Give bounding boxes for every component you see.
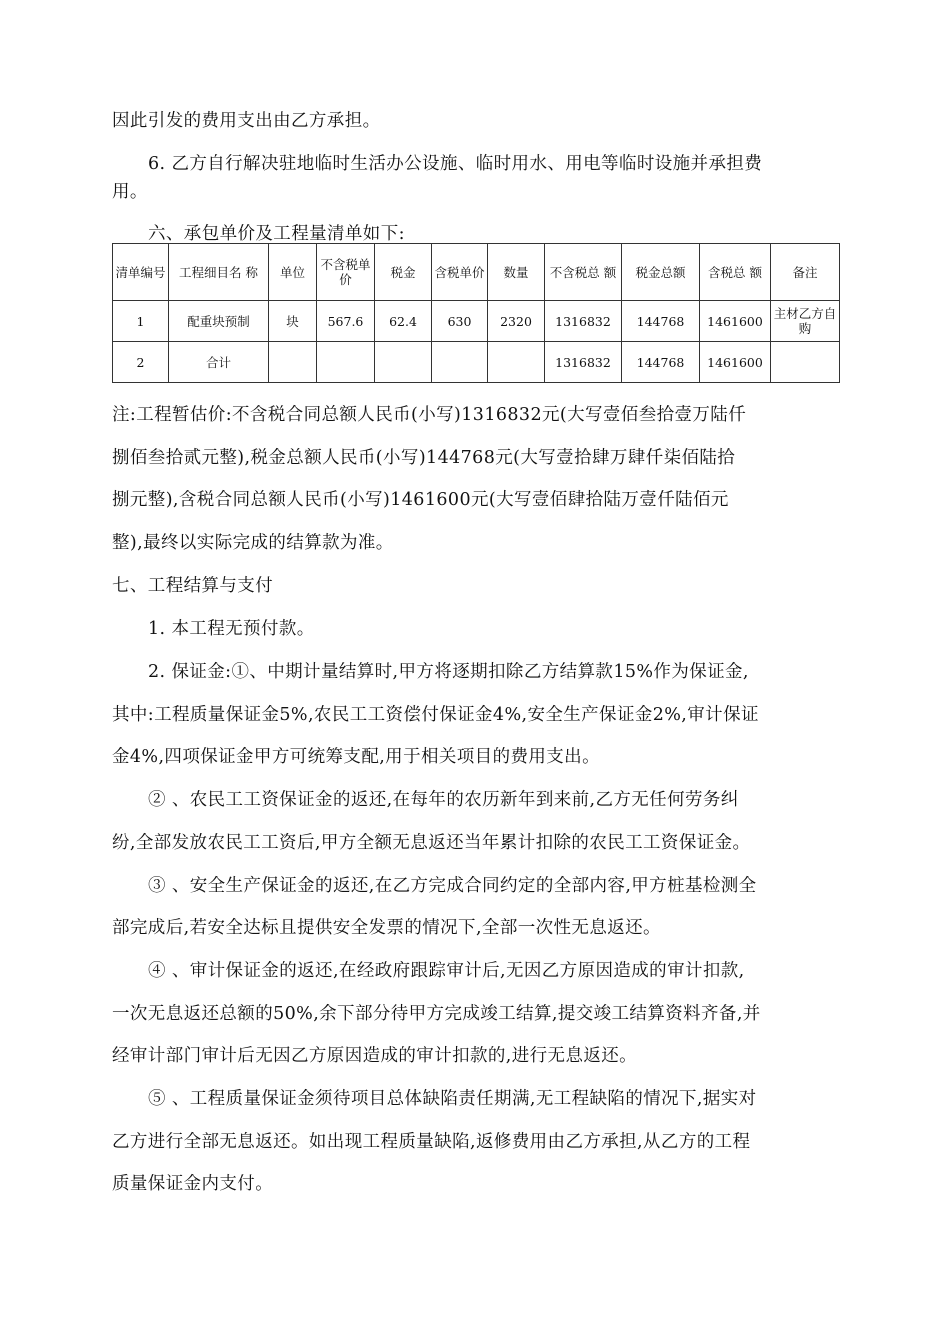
table-cell (771, 342, 840, 383)
paragraph-line: 质量保证金内支付。 (112, 1174, 274, 1194)
table-cell (488, 342, 545, 383)
paragraph-line: 用。 (112, 182, 148, 202)
table-cell: 1461600 (700, 301, 771, 342)
table-cell: 630 (432, 301, 488, 342)
table-cell: 1461600 (700, 342, 771, 383)
table-cell: 合计 (169, 342, 269, 383)
table-row (113, 301, 840, 342)
table-cell: 配重块预制 (169, 301, 269, 342)
header-cell: 不含税单 价 (317, 244, 375, 301)
table-cell: 1316832 (545, 301, 622, 342)
header-cell: 含税总 额 (700, 244, 771, 301)
paragraph-line: 其中:工程质量保证金5%,农民工工资偿付保证金4%,安全生产保证金2%,审计保证 (112, 705, 759, 725)
table-header-row (113, 244, 840, 301)
header-cell: 含税单价 (432, 244, 488, 301)
paragraph-line: ⑤ 、工程质量保证金须待项目总体缺陷责任期满,无工程缺陷的情况下,据实对 (148, 1089, 757, 1109)
paragraph-line: 6. 乙方自行解决驻地临时生活办公设施、临时用水、用电等临时设施并承担费 (148, 154, 763, 174)
header-cell: 数量 (488, 244, 545, 301)
paragraph-line: ② 、农民工工资保证金的返还,在每年的农历新年到来前,乙方无任何劳务纠 (148, 790, 739, 810)
table-cell: 主材乙方自购 (771, 301, 840, 342)
table-cell: 1 (113, 301, 169, 342)
paragraph-line: 因此引发的费用支出由乙方承担。 (112, 111, 381, 131)
header-cell: 工程细目名 称 (169, 244, 269, 301)
header-cell: 税金总额 (622, 244, 700, 301)
header-cell: 不含税总 额 (545, 244, 622, 301)
quantity-table (112, 243, 840, 383)
header-cell: 备注 (771, 244, 840, 301)
paragraph-line: 部完成后,若安全达标且提供安全发票的情况下,全部一次性无息返还。 (112, 918, 661, 938)
header-cell: 单位 (269, 244, 317, 301)
paragraph-line: 经审计部门审计后无因乙方原因造成的审计扣款的,进行无息返还。 (112, 1046, 638, 1066)
paragraph-line: ③ 、安全生产保证金的返还,在乙方完成合同约定的全部内容,甲方桩基检测全 (148, 876, 757, 896)
table-cell (269, 342, 317, 383)
table-cell: 62.4 (375, 301, 432, 342)
section-heading-7: 七、工程结算与支付 (112, 576, 274, 596)
table-cell: 144768 (622, 342, 700, 383)
table-cell: 1316832 (545, 342, 622, 383)
paragraph-line: 乙方进行全部无息返还。如出现工程质量缺陷,返修费用由乙方承担,从乙方的工程 (112, 1132, 751, 1152)
table-cell (317, 342, 375, 383)
table-total-row (113, 342, 840, 383)
section-heading-6: 六、承包单价及工程量清单如下: (148, 224, 405, 244)
note-line: 捌元整),含税合同总额人民币(小写)1461600元(大写壹佰肆拾陆万壹仟陆佰元 (112, 490, 729, 510)
table-cell: 块 (269, 301, 317, 342)
table-cell: 567.6 (317, 301, 375, 342)
table-cell (375, 342, 432, 383)
header-cell: 清单编号 (113, 244, 169, 301)
note-line: 整),最终以实际完成的结算款为准。 (112, 533, 394, 553)
paragraph-line: 2. 保证金:①、中期计量结算时,甲方将逐期扣除乙方结算款15%作为保证金, (148, 662, 749, 682)
table-cell (432, 342, 488, 383)
note-line: 注:工程暂估价:不含税合同总额人民币(小写)1316832元(大写壹佰叁拾壹万陆仟 (112, 405, 747, 425)
note-line: 捌佰叁拾贰元整),税金总额人民币(小写)144768元(大写壹拾肆万肆仟柒佰陆拾 (112, 448, 736, 468)
paragraph-line: 金4%,四项保证金甲方可统筹支配,用于相关项目的费用支出。 (112, 747, 600, 767)
table-cell: 144768 (622, 301, 700, 342)
paragraph-line: 纷,全部发放农民工工资后,甲方全额无息返还当年累计扣除的农民工工资保证金。 (112, 833, 751, 853)
paragraph-line: ④ 、审计保证金的返还,在经政府跟踪审计后,无因乙方原因造成的审计扣款, (148, 961, 745, 981)
header-cell: 税金 (375, 244, 432, 301)
paragraph-line: 1. 本工程无预付款。 (148, 619, 315, 639)
table-cell: 2320 (488, 301, 545, 342)
table-cell: 2 (113, 342, 169, 383)
paragraph-line: 一次无息返还总额的50%,余下部分待甲方完成竣工结算,提交竣工结算资料齐备,并 (112, 1004, 761, 1024)
